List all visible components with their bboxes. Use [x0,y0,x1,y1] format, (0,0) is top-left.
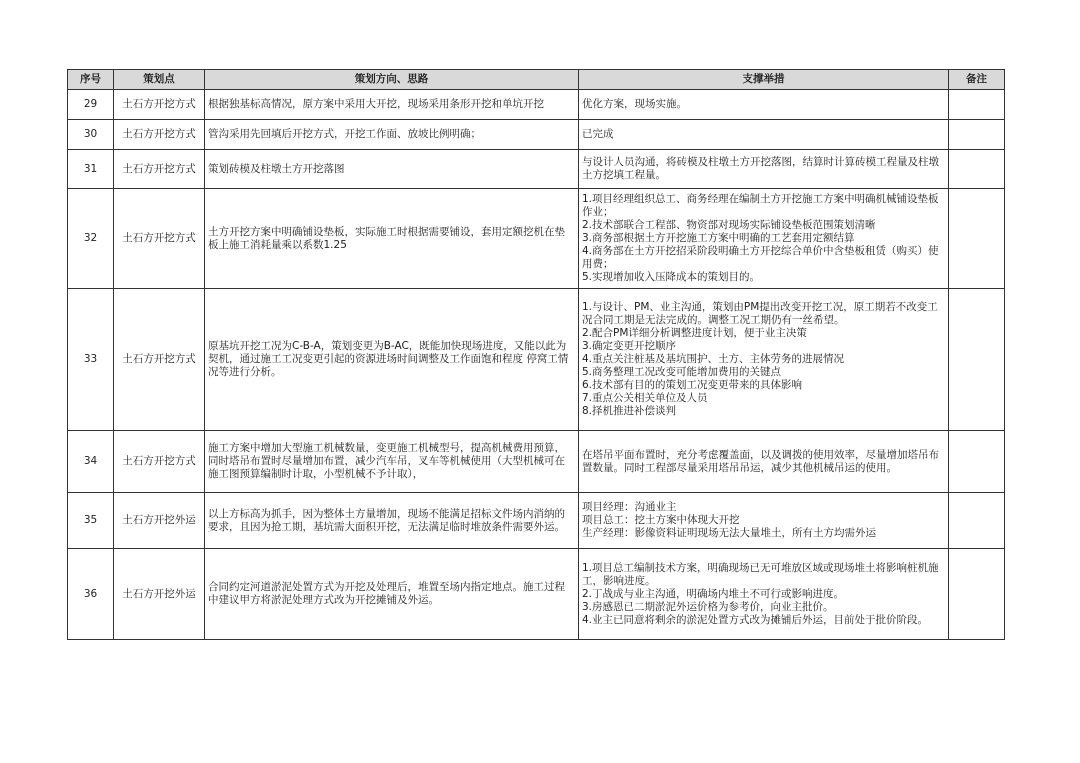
table-row [68,549,1005,640]
planning-table [67,69,1005,640]
row-serial: 30 [68,120,114,150]
row-serial: 36 [68,549,114,640]
row-direction: 根据独基标高情况，原方案中采用大开挖，现场采用条形开挖和单坑开挖 [205,90,579,120]
row-serial: 34 [68,431,114,493]
row-serial: 32 [68,189,114,289]
measure-item: 优化方案，现场实施。 [582,98,687,110]
row-measures [579,493,949,549]
measure-item: 4.业主已同意将剩余的淤泥处置方式改为摊铺后外运，目前处于批价阶段。 [582,613,929,626]
row-remark [949,189,1005,289]
row-serial: 29 [68,90,114,120]
row-remark [949,289,1005,431]
row-measures [579,150,949,189]
measure-item: 5.实现增加收入压降成本的策划目的。 [582,271,761,283]
measure-item: 项目经理：沟通业主 [582,501,677,513]
table-header-row [68,70,1005,90]
measure-item: 在塔吊平面布置时，充分考虑覆盖面，以及调拨的使用效率，尽量增加塔吊布置数量。同时工程部尽量采用塔吊吊运，减少其他机械吊运的使用。 [582,448,939,474]
row-remark [949,120,1005,150]
row-direction: 管沟采用先回填后开挖方式，开挖工作面、放坡比例明确； [205,120,579,150]
table-body [68,90,1005,640]
table-row [68,431,1005,493]
row-remark [949,431,1005,493]
row-planning-point: 土石方开挖方式 [114,431,205,493]
measure-item: 1.项目经理组织总工、商务经理在编制土方开挖施工方案中明确机械铺设垫板作业； [582,193,939,218]
measure-item: 1.项目总工编制技术方案，明确现场已无可堆放区域或现场堆土将影响桩机施工，影响进度。 [582,561,939,587]
row-direction: 原基坑开挖工况为C-B-A，策划变更为B-AC，既能加快现场进度，又能以此为契机，通过施工工况变更引起的资源进场时间调整及工作面饱和程度 停窝工情况等进行分析。 [205,289,579,431]
measure-item: 5.商务整理工况改变可能增加费用的关键点 [582,366,782,378]
row-measures [579,431,949,493]
row-planning-point: 土石方开挖方式 [114,120,205,150]
header-remark: 备注 [949,70,1005,90]
measure-item: 3.商务部根据土方开挖施工方案中明确的工艺套用定额结算 [582,232,855,244]
row-planning-point: 土石方开挖外运 [114,549,205,640]
measure-item: 6.技术部有目的的策划工况变更带来的具体影响 [582,379,803,391]
measure-item: 4.重点关注桩基及基坑围护、土方、主体劳务的进展情况 [582,353,845,365]
measure-item: 2.丁战成与业主沟通，明确场内堆土不可行或影响进度。 [582,587,845,600]
header-planning-point: 策划点 [114,70,205,90]
table-row [68,189,1005,289]
row-measures [579,289,949,431]
row-measures [579,189,949,289]
row-direction: 施工方案中增加大型施工机械数量，变更施工机械型号，提高机械费用预算，同时塔吊布置时尽量增加布置，减少汽车吊，叉车等机械使用（大型机械可在施工图预算编制时计取，小型机械不予计取）， [205,431,579,493]
row-remark [949,90,1005,120]
row-remark [949,549,1005,640]
row-measures [579,549,949,640]
row-planning-point: 土石方开挖方式 [114,150,205,189]
table-row [68,493,1005,549]
row-serial: 31 [68,150,114,189]
row-measures [579,90,949,120]
header-direction: 策划方向、思路 [205,70,579,90]
header-measures: 支撑举措 [579,70,949,90]
table-row [68,150,1005,189]
row-measures [579,120,949,150]
measure-item: 生产经理：影像资料证明现场无法大量堆土，所有土方均需外运 [582,527,876,539]
measure-item: 4.商务部在土方开挖招采阶段明确土方开挖综合单价中含垫板租赁（购买）使用费； [582,245,939,270]
row-planning-point: 土石方开挖方式 [114,90,205,120]
row-direction: 合同约定河道淤泥处置方式为开挖及处理后，堆置至场内指定地点。施工过程中建议甲方将淤泥处理方式改为开挖摊铺及外运。 [205,549,579,640]
measure-item: 3.确定变更开挖顺序 [582,340,677,352]
row-direction: 策划砖模及柱墩土方开挖落图 [205,150,579,189]
row-serial: 33 [68,289,114,431]
measure-item: 1.与设计、PM、业主沟通，策划由PM提出改变开挖工况，原工期若不改变工况合同工期是无法完成的。调整工况工期仍有一丝希望。 [582,301,938,326]
row-direction: 以上方标高为抓手，因为整体土方量增加，现场不能满足招标文件场内消纳的要求，且因为抢工期，基坑需大面积开挖，无法满足临时堆放条件需要外运。 [205,493,579,549]
row-serial: 35 [68,493,114,549]
row-remark [949,150,1005,189]
measure-item: 2.技术部联合工程部、物资部对现场实际铺设垫板范围策划清晰 [582,219,876,231]
measure-item: 7.重点公关相关单位及人员 [582,392,708,404]
measure-item: 与设计人员沟通，将砖模及柱墩土方开挖落图，结算时计算砖模工程量及柱墩土方挖填工程量。 [582,156,939,181]
measure-item: 3.房感恩已二期淤泥外运价格为参考价，向业主批价。 [582,600,834,613]
row-planning-point: 土石方开挖方式 [114,189,205,289]
row-remark [949,493,1005,549]
measure-item: 已完成 [582,128,614,140]
row-direction: 土方开挖方案中明确铺设垫板，实际施工时根据需要铺设，套用定额挖机在垫板上施工消耗量乘以系数1.25 [205,189,579,289]
table-row [68,120,1005,150]
measure-item: 8.择机推进补偿谈判 [582,405,677,417]
measure-item: 2.配合PM详细分析调整进度计划，便于业主决策 [582,327,807,339]
header-serial: 序号 [68,70,114,90]
row-planning-point: 土石方开挖方式 [114,289,205,431]
table-row [68,90,1005,120]
measure-item: 项目总工：挖土方案中体现大开挖 [582,514,740,526]
row-planning-point: 土石方开挖外运 [114,493,205,549]
table-row [68,289,1005,431]
